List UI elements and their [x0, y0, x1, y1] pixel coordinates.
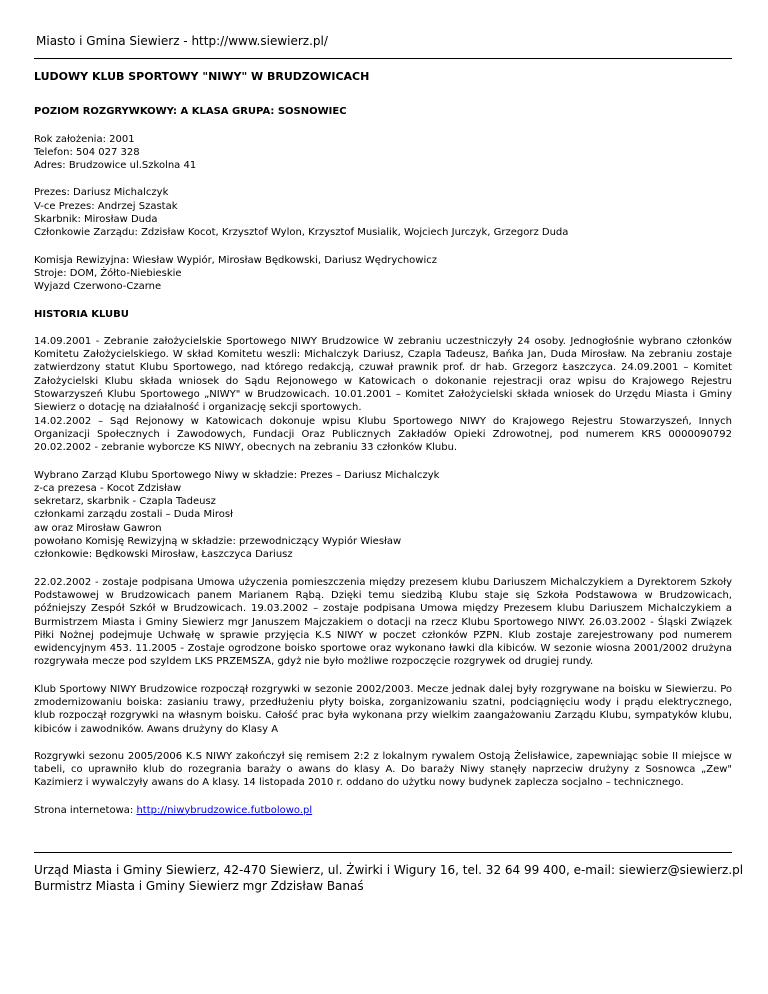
club-info	[34, 133, 732, 173]
home-kit: Stroje: DOM, Żółto-Niebieskie	[34, 267, 182, 279]
footer	[34, 862, 743, 894]
board-president: Prezes: Dariusz Michalczyk	[34, 187, 169, 199]
header-url-line: Miasto i Gmina Siewierz - http://www.siewierz.pl/	[36, 34, 328, 48]
election-line: powołano Komisję Rewizyjną w składzie: przewodniczący Wypiór Wiesław	[34, 536, 402, 548]
election-line: aw oraz Mirosław Gawron	[34, 522, 162, 534]
history-heading: HISTORIA KLUBU	[34, 308, 129, 320]
board-vice-president: V-ce Prezes: Andrzej Szastak	[34, 200, 178, 212]
election-line: z-ca prezesa - Kocot Zdzisław	[34, 482, 182, 494]
history-paragraph-4: Klub Sportowy NIWY Brudzowice rozpoczął rozgrywki w sezonie 2002/2003. Mecze jednak dalej były rozgrywane na boisku w Siewierzu. Po zmodernizowaniu boiska: zasianiu trawy, przedłużeniu płyty boiska, zorganizowaniu szatni, podciągnięciu wody i prądu elektrycznego, klub rozpoczął rozgrywki na własnym boisku. Całość prac była wykonana przy wielkim zaangażowaniu Zarządu Klubu, sympatyków klubu, kibiców i zawodników. Awans drużyny do Klasy A	[34, 683, 732, 735]
election-line: członkowie: Będkowski Mirosław, Łaszczyca Dariusz	[34, 549, 293, 561]
league-level-text: POZIOM ROZGRYWKOWY: A KLASA GRUPA: SOSNOWIEC	[34, 106, 347, 118]
history-paragraph-3: 22.02.2002 - zostaje podpisana Umowa użyczenia pomieszczenia między prezesem klubu Dariuszem Michalczykiem a Dyrektorem Szkoły Podstawowej w Brudzowicach panem Marianem Rąbą. Dzięki temu siedzibą Klubu staje się Szkoła Podstawowa w Brudzowicach, późniejszy Zespół Szkół w Brudzowicach. 19.03.2002 – zostaje podpisana Umowa między Prezesem klubu Dariuszem Michalczykiem a Burmistrzem Miasta i Gminy Siewierz mgr Januszem Majczakiem o dotacji na rzecz Klubu Sportowego NIWY. 26.03.2002 - Śląski Związek Piłki Nożnej podejmuje Uchwałę w sprawie przyjęcia K.S NIWY w poczet członków PZPN. Klub zostaje zarejestrowany pod numerem ewidencyjnym 453. 11.2005 - Zostaje ogrodzone boisko sportowe oraz wykonano ławki dla kibiców. W sezonie wiosna 2001/2002 drużyna rozgrywała mecze pod szyldem LKS PRZEMSZA, gdyż nie było możliwe rozpoczęcie rozgrywek od drugiej rundy.	[34, 576, 732, 668]
history-text-1: 14.09.2001 - Zebranie założycielskie Sportowego NIWY Brudzowice W zebraniu uczestniczyły 24 osoby. Jednogłośnie wybrano członków Komitetu Założycielskiego. W skład Komitetu weszli: Michalczyk Dariusz, Czapla Tadeusz, Bańka Jan, Duda Mirosław. Na zebraniu zostaje zatwierdzony statut Klubu Sportowego, nad którego redakcją, czuwał prawnik prof. dr hab. Grzegorz Łaszczyca. 24.09.2001 – Komitet Założycielski Klubu składa wniosek do Sądu Rejonowego w Katowicach o dokonanie rejestracji oraz wpisu do Krajowego Rejestru Stowarzyszeń Klubu Sportowego „NIWY" w Brudzowicach. 10.01.2001 – Komitet Założycielski składa wniosek do Urzędu Miasta i Gminy Siewierz o dotację na działalność i organizację sekcji sportowych.	[34, 335, 732, 414]
club-title: LUDOWY KLUB SPORTOWY "NIWY" W BRUDZOWICACH	[34, 70, 370, 83]
footer-divider	[34, 852, 732, 853]
history-paragraph-5: Rozgrywki sezonu 2005/2006 K.S NIWY zakończył się remisem 2:2 z lokalnym rywalem Ostoją Żelisławice, zapewniając sobie II miejsce w tabeli, co uprawniło klub do rozegrania baraży o awans do klasy A. Do baraży Niwy stanęły naprzeciw drużyny z Sosnowca „Zew" Kazimierz i wywalczyły awans do A klasy. 14 listopada 2010 r. oddano do użytku nowy budynek zaplecza socjalno – technicznego.	[34, 750, 732, 789]
audit-commission: Komisja Rewizyjna: Wiesław Wypiór, Mirosław Będkowski, Dariusz Wędrychowicz	[34, 254, 437, 266]
address: Adres: Brudzowice ul.Szkolna 41	[34, 160, 197, 172]
header-divider	[34, 58, 732, 59]
website-label: Strona internetowa:	[34, 804, 137, 816]
board-members: Członkowie Zarządu: Zdzisław Kocot, Krzysztof Wylon, Krzysztof Musialik, Wojciech Jurczyk, Grzegorz Duda	[34, 227, 569, 239]
election-line: członkami zarządu zostali – Duda Mirosł	[34, 509, 233, 521]
phone: Telefon: 504 027 328	[34, 146, 140, 158]
document-body	[34, 68, 732, 817]
history-text-2: 14.02.2002 – Sąd Rejonowy w Katowicach dokonuje wpisu Klubu Sportowego NIWY do Krajowego Rejestru Stowarzyszeń, Innych Organizacji Społecznych i Zawodowych, Fundacji Oraz Publicznych Zakładów Opieki Zdrowotnej, pod numerem KRS 0000090792 20.02.2002 - zebranie wyborcze KS NIWY, obecnych na zebraniu 33 członków Klubu.	[34, 415, 732, 454]
website-link[interactable]: http://niwybrudzowice.futbolowo.pl	[136, 804, 313, 816]
club-board	[34, 186, 732, 239]
election-line: sekretarz, skarbnik - Czapla Tadeusz	[34, 496, 216, 508]
away-kit: Wyjazd Czerwono-Czarne	[34, 281, 162, 293]
election-list	[34, 469, 732, 562]
league-level	[34, 105, 732, 118]
founded-year: Rok założenia: 2001	[34, 133, 135, 145]
footer-office-address: Urząd Miasta i Gminy Siewierz, 42-470 Siewierz, ul. Żwirki i Wigury 16, tel. 32 64 99 400, e-mail: siewierz@siewierz.pl	[34, 863, 744, 877]
club-commission	[34, 254, 732, 294]
website-line	[34, 804, 732, 817]
board-treasurer: Skarbnik: Mirosław Duda	[34, 214, 158, 226]
history-paragraph-1	[34, 335, 732, 455]
history-heading-block	[34, 308, 732, 321]
footer-mayor: Burmistrz Miasta i Gminy Siewierz mgr Zdzisław Banaś	[34, 879, 364, 893]
election-line: Wybrano Zarząd Klubu Sportowego Niwy w składzie: Prezes – Dariusz Michalczyk	[34, 469, 440, 481]
